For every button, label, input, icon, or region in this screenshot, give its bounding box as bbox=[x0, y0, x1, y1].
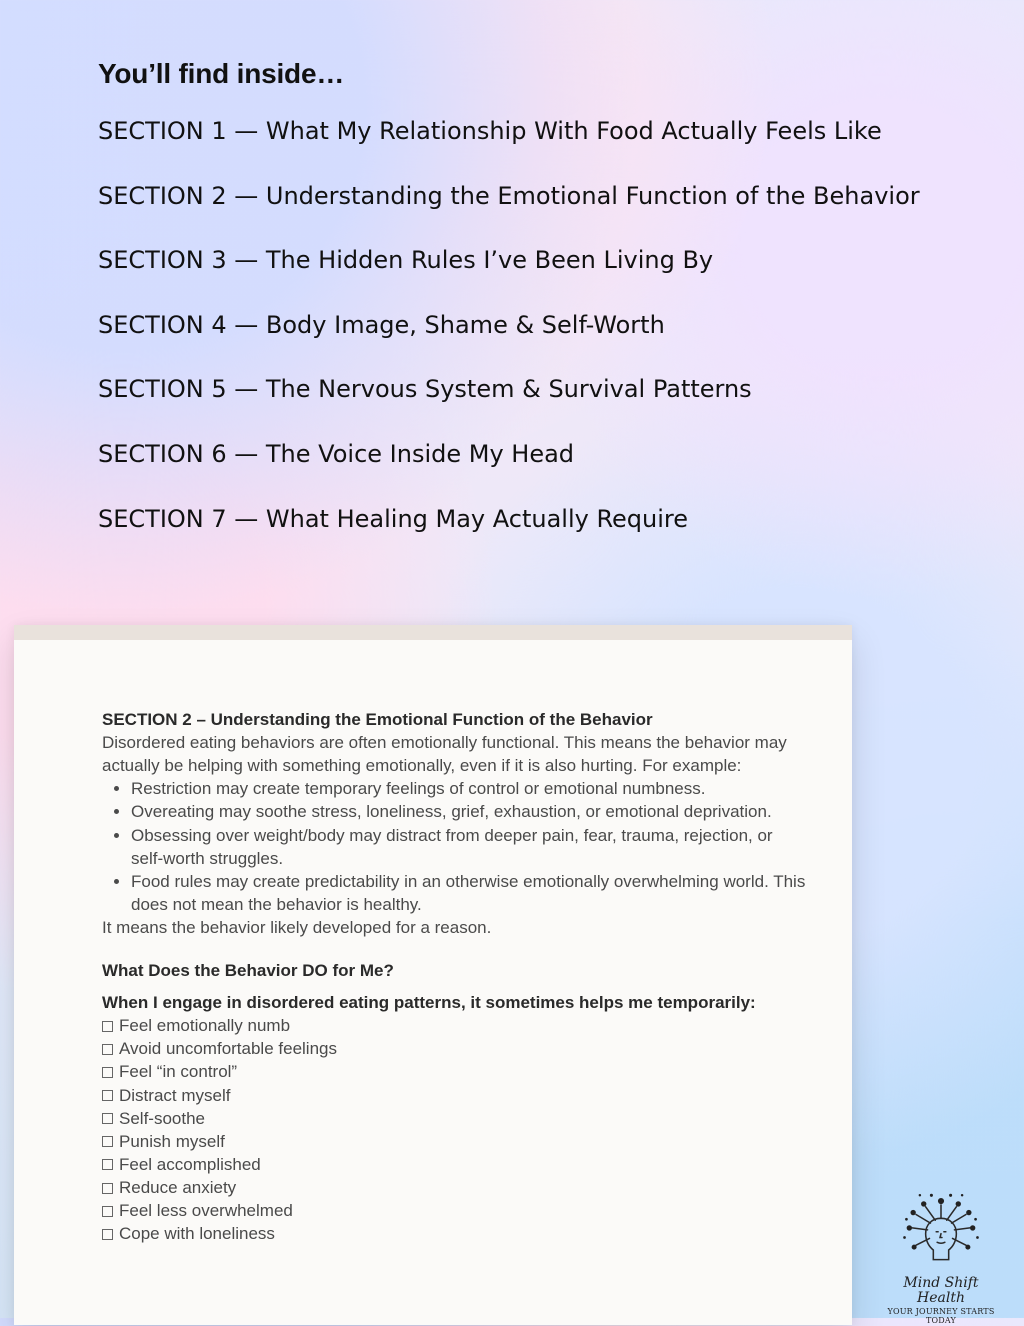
checkbox-item[interactable] bbox=[102, 1037, 807, 1060]
bullet-item: • Restriction may create temporary feelings of control or emotional numbness. bbox=[131, 777, 807, 800]
checkbox-square[interactable] bbox=[102, 1067, 113, 1078]
brand-logo bbox=[880, 1178, 1002, 1326]
checkbox-label: Avoid uncomfortable feelings bbox=[119, 1039, 337, 1059]
question-heading: What Does the Behavior DO for Me? bbox=[102, 961, 394, 981]
section-item-6: SECTION 6 — The Voice Inside My Head bbox=[98, 439, 575, 468]
checkbox-square[interactable] bbox=[102, 1021, 113, 1032]
preview-paragraph: Disordered eating behaviors are often emotionally functional. This means the behavior may actually be helping with something emotionally, even if it is also hurting. For example: bbox=[102, 733, 787, 776]
checkbox-square[interactable] bbox=[102, 1206, 113, 1217]
checkbox-square[interactable] bbox=[102, 1113, 113, 1124]
section-item-2: SECTION 2 — Understanding the Emotional Function of the Behavior bbox=[98, 181, 920, 210]
section-item-3: SECTION 3 — The Hidden Rules I’ve Been Living By bbox=[98, 246, 714, 275]
preview-closing: It means the behavior likely developed for a reason. bbox=[102, 917, 492, 937]
checkbox-square[interactable] bbox=[102, 1044, 113, 1055]
checkbox-label: Reduce anxiety bbox=[119, 1177, 237, 1197]
checkbox-item[interactable] bbox=[102, 1153, 807, 1176]
checkbox-item[interactable] bbox=[102, 1130, 807, 1153]
question-prompt: When I engage in disordered eating patterns, it sometimes helps me temporarily: bbox=[102, 993, 756, 1013]
checkbox-label: Self-soothe bbox=[119, 1108, 205, 1128]
checkbox-label: Feel less overwhelmed bbox=[119, 1201, 293, 1221]
checkbox-label: Punish myself bbox=[119, 1131, 225, 1151]
checkbox-square[interactable] bbox=[102, 1229, 113, 1240]
section-item-5: SECTION 5 — The Nervous System & Survival Patterns bbox=[98, 375, 752, 404]
checkbox-item[interactable] bbox=[102, 1222, 807, 1245]
preview-body bbox=[14, 640, 807, 1245]
preview-section-title: SECTION 2 – Understanding the Emotional Function of the Behavior bbox=[102, 710, 653, 729]
checkbox-label: Feel emotionally numb bbox=[119, 1016, 291, 1036]
checkbox-item[interactable] bbox=[102, 1084, 807, 1107]
section-item-4: SECTION 4 — Body Image, Shame & Self-Worth bbox=[98, 310, 665, 339]
preview-top-band bbox=[14, 625, 852, 640]
checkbox-label: Feel “in control” bbox=[119, 1062, 238, 1082]
checkbox-label: Cope with loneliness bbox=[119, 1224, 275, 1244]
section-item-1: SECTION 1 — What My Relationship With Food Actually Feels Like bbox=[98, 117, 882, 145]
bullet-item: • Food rules may create predictability in an otherwise emotionally overwhelming world. This does not mean the behavior is healthy. bbox=[131, 870, 807, 916]
section-item-7: SECTION 7 — What Healing May Actually Require bbox=[98, 504, 689, 533]
checkbox-square[interactable] bbox=[102, 1183, 113, 1194]
bullet-item: • Overeating may soothe stress, loneliness, grief, exhaustion, or emotional deprivation. bbox=[131, 800, 807, 823]
checkbox-square[interactable] bbox=[102, 1090, 113, 1101]
brand-name: Mind Shift Health bbox=[903, 1275, 979, 1307]
checkbox-square[interactable] bbox=[102, 1159, 113, 1170]
checkbox-label: Distract myself bbox=[119, 1085, 231, 1105]
checkbox-item[interactable] bbox=[102, 1107, 807, 1130]
checkbox-item[interactable] bbox=[102, 1199, 807, 1222]
checkbox-list bbox=[102, 1014, 807, 1245]
checkbox-item[interactable] bbox=[102, 1176, 807, 1199]
preview-bullet-list bbox=[102, 777, 807, 916]
checkbox-item[interactable] bbox=[102, 1014, 807, 1037]
brand-tagline: YOUR JOURNEY STARTS TODAY bbox=[887, 1306, 995, 1326]
head-network-icon bbox=[893, 1178, 989, 1274]
checkbox-label: Feel accomplished bbox=[119, 1154, 261, 1174]
intro-heading: You’ll find inside… bbox=[98, 58, 345, 89]
table-of-contents bbox=[98, 58, 928, 570]
bullet-item: • Obsessing over weight/body may distract from deeper pain, fear, trauma, rejection, or self-worth struggles. bbox=[131, 824, 807, 870]
checkbox-item[interactable] bbox=[102, 1060, 807, 1083]
checkbox-square[interactable] bbox=[102, 1136, 113, 1147]
worksheet-preview bbox=[14, 625, 852, 1325]
